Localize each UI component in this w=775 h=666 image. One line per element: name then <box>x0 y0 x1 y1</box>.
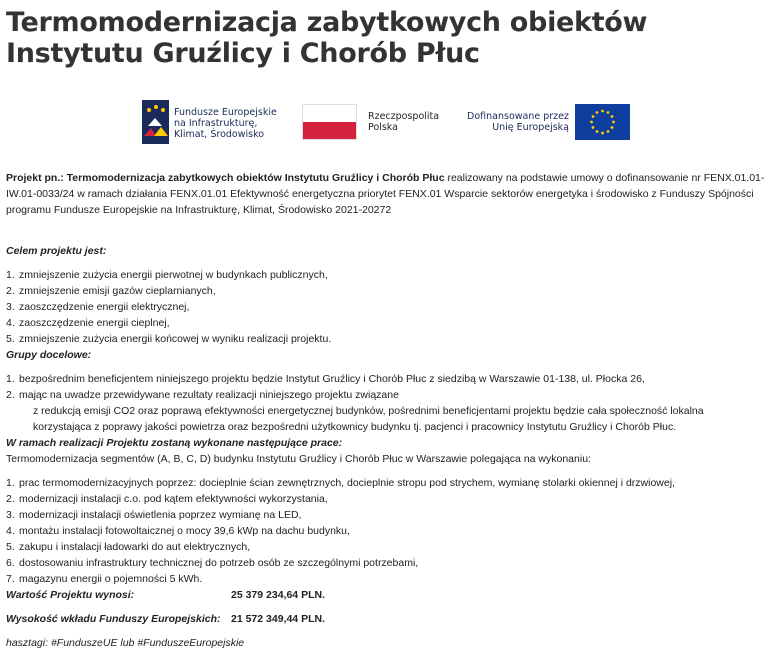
pl-logo-text: Rzeczpospolita Polska <box>368 111 440 133</box>
project-value-label: Wartość Projektu wynosi: <box>6 589 135 601</box>
works-heading: W ramach realizacji Projektu zostaną wykonane następujące prace: <box>6 437 343 449</box>
groups-list <box>6 371 771 435</box>
works-list <box>6 475 771 587</box>
list-item: 5. zakupu i instalacji ładowarki do aut elektrycznych, <box>6 541 251 553</box>
eu-contribution-value: 21 572 349,44 PLN. <box>231 613 325 625</box>
list-item-continuation: z redukcją emisji CO2 oraz poprawą efektywności energetycznej budynków, pośrednimi beneficjentami projektu będzie cała społeczność lokalna <box>33 405 704 417</box>
list-item: 3. modernizacji instalacji oświetlenia poprzez wymianę na LED, <box>6 509 302 521</box>
list-item: 4. zaoszczędzenie energii cieplnej, <box>6 317 170 329</box>
goals-list <box>6 267 771 347</box>
list-item-continuation: korzystająca z poprawy jakości powietrza oraz bezpośredni użytkownicy budynku tj. pacjenci i pracownicy Instytutu Gruźlicy i Chorób Płuc. <box>33 421 677 433</box>
list-item: 3. zaoszczędzenie energii elektrycznej, <box>6 301 190 313</box>
list-item: 1. bezpośrednim beneficjentem niniejszego projektu będzie Instytut Gruźlicy i Chorób Płuc z siedzibą w Warszawie 01-138, ul. Płocka 26, <box>6 373 645 385</box>
page-title: Termomodernizacja zabytkowych obiektów Instytutu Gruźlicy i Chorób Płuc <box>6 7 648 69</box>
groups-heading: Grupy docelowe: <box>6 349 92 361</box>
list-item: 5. zmniejszenie zużycia energii końcowej w wyniku realizacji projektu. <box>6 333 332 345</box>
eu-contribution-label: Wysokość wkładu Funduszy Europejskich: <box>6 613 221 625</box>
funding-logos-bar <box>0 98 775 146</box>
works-intro: Termomodernizacja segmentów (A, B, C, D) budynku Instytutu Gruźlicy i Chorób Płuc w Warszawie polegająca na wykonaniu: <box>6 453 591 465</box>
project-value: 25 379 234,64 PLN. <box>231 589 325 601</box>
project-intro: Projekt pn.: Termomodernizacja zabytkowych obiektów Instytutu Gruźlicy i Chorób Płuc realizowany na podstawie umowy o dofinansowanie nr FENX.01.01-IW.01-0033/24 w ramach działania FENX.01.01 Efektywność energetyczna priorytet FENX.01 Wsparcie sektorów energetyka i środowisko z Funduszy Spójności programu Fundusze Europejskie na Infrastrukturę, Klimat, Środowisko 2021-20272 <box>6 172 765 216</box>
list-item: 6. dostosowaniu infrastruktury technicznej do potrzeb osób ze szczególnymi potrzebami, <box>6 557 419 569</box>
list-item: 4. montażu instalacji fotowoltaicznej o mocy 39,6 kWp na dachu budynku, <box>6 525 350 537</box>
list-item: 2. modernizacji instalacji c.o. pod kątem efektywności wykorzystania, <box>6 493 328 505</box>
list-item: 7. magazynu energii o pojemności 5 kWh. <box>6 573 203 585</box>
list-item: 2. mając na uwadze przewidywane rezultaty realizacji niniejszego projektu związane <box>6 389 399 401</box>
fundusze-europejskie-logo-icon <box>142 100 169 144</box>
list-item: 2. zmniejszenie emisji gazów cieplarnianych, <box>6 285 216 297</box>
fe-logo-text: Fundusze Europejskie na Infrastrukturę, Klimat, Środowisko <box>174 107 277 140</box>
list-item: 1. prac termomodernizacyjnych poprzez: docieplnie ścian zewnętrznych, docieplnie stropu pod strychem, wymianę stolarki okiennej i drzwiowej, <box>6 477 675 489</box>
poland-flag-icon <box>302 104 357 140</box>
goals-heading: Celem projektu jest: <box>6 245 107 257</box>
list-item: 1. zmniejszenie zużycia energii pierwotnej w budynkach publicznych, <box>6 269 328 281</box>
hashtags: hasztagi: #FunduszeUE lub #FunduszeEuropejskie <box>6 637 245 649</box>
eu-contribution-row <box>6 611 771 635</box>
eu-logo-text: Dofinansowane przez Unię Europejską <box>467 111 569 133</box>
article-body <box>6 170 771 651</box>
eu-flag-icon <box>575 104 630 140</box>
project-value-row <box>6 587 771 611</box>
